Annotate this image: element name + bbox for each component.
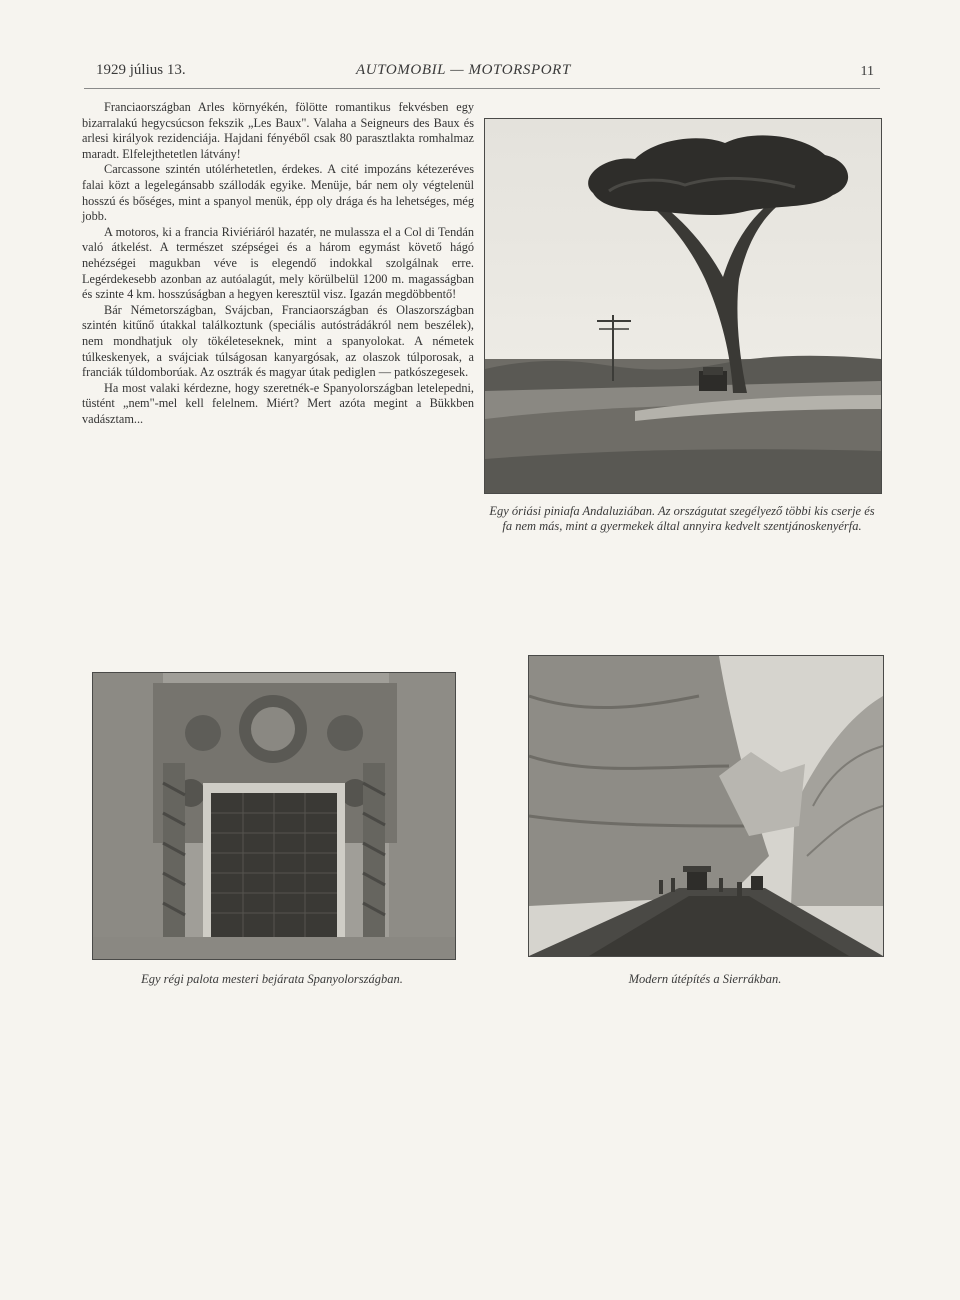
article-paragraph: Bár Németországban, Svájcban, Franciaországban és Olaszországban szintén kitűnő útakkal találkoztunk (speciális autóstrádákról nem beszélek), nem mondhatjuk oly tökéleteseknek, mint a spanyolokat. A németek túlkeskenyek, a svájciak túlságosan kanyargósak, az olaszok túlporosak, a franciák túldomborúak. Az osztrák és magyar útak pediglen — patkószegesek.	[82, 302, 474, 380]
road-construction-caption: Modern útépítés a Sierrákban.	[628, 972, 782, 986]
road-construction-photo	[528, 655, 884, 957]
magazine-title: AUTOMOBIL — MOTORSPORT	[356, 62, 571, 78]
palace-portal-photo	[92, 672, 456, 960]
page-header	[84, 60, 880, 89]
article-paragraph: A motoros, ki a francia Riviériáról hazatér, ne mulassza el a Col di Tendán való átkelést. A természet szépségei és a három egymást követő hágó nehézségei magukban véve is elegendő indokkal szolgálnak erre. Legérdekesebb azonban az autóalagút, mely körülbelül 1200 m. magasságban és szinte 4 km. hosszúságban a hegyen keresztül visz. Igazán megdöbbentő!	[82, 224, 474, 302]
pine-tree-caption: Egy óriási piniafa Andaluziában. Az országutat szegélyező többi kis cserje és fa nem más, mint a gyermekek által annyira kedvelt szentjánoskenyérfa.	[489, 504, 875, 533]
issue-date: 1929 július 13.	[96, 62, 186, 78]
article-text	[82, 100, 474, 427]
article-paragraph: Carcassone szintén utólérhetetlen, érdekes. A cité impozáns kétezeréves falai közt a legelegánsabb szállodák egyike. Menüje, bár nem oly végtelenül hosszú és bőséges, mint a spanyol menük, épp oly drága és ha lehetséges, még jobb.	[82, 162, 474, 224]
article-paragraph: Franciaországban Arles környékén, fölötte romantikus fekvésben egy bizarralakú hegycsúcson fekszik „Les Baux". Valaha a Seigneurs des Baux és arlesi királyok rezidenciája. Hajdani fényéből csak 80 parasztlakta romhalmaz maradt. Elfelejthetetlen látvány!	[82, 100, 474, 161]
palace-portal-caption: Egy régi palota mesteri bejárata Spanyolországban.	[141, 972, 403, 986]
page-number: 11	[860, 64, 874, 79]
article-paragraph: Ha most valaki kérdezne, hogy szeretnék-e Spanyolországban letelepedni, tüstént „nem"-mel kell felelnem. Miért? Mert azóta megint a Bükkben vadásztam...	[82, 380, 474, 426]
pine-tree-photo	[484, 118, 882, 494]
